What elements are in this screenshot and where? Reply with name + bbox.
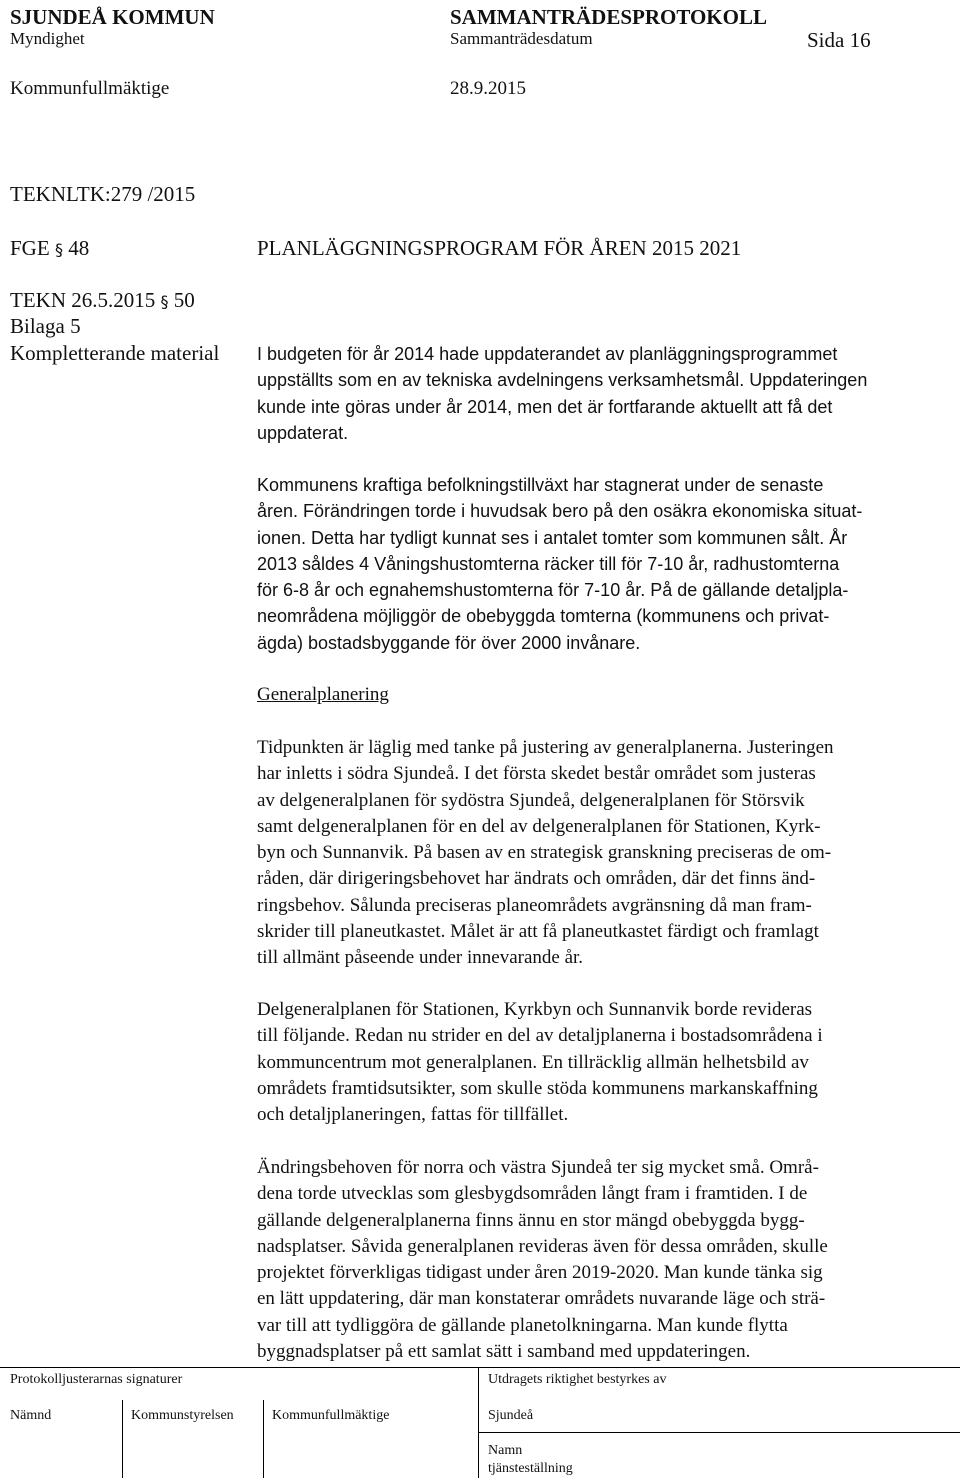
- text-line: Delgeneralplanen för Stationen, Kyrkbyn och Sunnanvik borde revideras: [257, 999, 813, 1020]
- text-line: ionen. Detta har tydligt kunnat ses i antalet tomter som kommunen sålt. År: [257, 527, 848, 548]
- section-sign-icon: §: [160, 292, 169, 311]
- paragraph-timing: [257, 735, 834, 972]
- tk-reference: TEKNLTK:279 /2015: [10, 182, 196, 206]
- text-line: dena torde utvecklas som glesbygdsområden långt fram i framtiden. I de: [257, 1183, 808, 1205]
- fge-number: 48: [68, 236, 90, 260]
- text-line: Kommunens kraftiga befolkningstillväxt har stagnerat under de senaste: [257, 475, 824, 495]
- paragraph-population: [257, 472, 862, 656]
- text-line: Tidpunkten är läglig med tanke på justering av generalplanerna. Justeringen: [257, 737, 834, 758]
- text-line: samt delgeneralplanen för en del av delgeneralplanen för Stationen, Kyrk-: [257, 815, 821, 837]
- tekn-reference: [10, 288, 195, 313]
- paragraph-change-needs: [257, 1155, 828, 1365]
- governing-body: Kommunfullmäktige: [10, 78, 170, 99]
- text-line: har inletts i södra Sjundeå. I det första skedet består området som justeras: [257, 763, 816, 785]
- text-line: skrider till planeutkastet. Målet är att få planeutkastet färdigt och framlagt: [257, 921, 819, 943]
- paragraph-budget: [257, 341, 867, 446]
- text-line: för 6-8 år och egnahemshustomterna för 7-10 år. På de gällande detaljpla-: [257, 580, 849, 601]
- signature-column-nämnd: Nämnd: [10, 1408, 52, 1423]
- text-line: var till att tydliggöra de gällande planetolkningarna. Man kunde flytta: [257, 1314, 788, 1336]
- verification-place: Sjundeå: [488, 1408, 534, 1423]
- document-type: SAMMANTRÄDESPROTOKOLL: [450, 5, 767, 29]
- text-line: råden, där dirigeringsbehovet har ändrats och områden, där det finns änd-: [257, 868, 816, 890]
- footer-divider-1: [122, 1400, 123, 1478]
- tekn-date: TEKN 26.5.2015: [10, 288, 156, 312]
- text-line: 2013 såldes 4 Våningshustomterna räcker till för 7-10 år, radhustomterna: [257, 553, 840, 574]
- agenda-title: PLANLÄGGNINGSPROGRAM FÖR ÅREN 2015 2021: [257, 236, 742, 260]
- footer-divider-center: [478, 1367, 479, 1478]
- footer-divider-2: [263, 1400, 264, 1478]
- footer-right-rule: [478, 1432, 960, 1433]
- text-line: byggnadsplatser på ett samlat sätt i samband med uppdateringen.: [257, 1341, 751, 1363]
- text-line: uppställts som en av tekniska avdelningens verksamhetsmål. Uppdateringen: [257, 370, 868, 391]
- fge-code: FGE: [10, 236, 50, 260]
- section-sign-icon: §: [54, 240, 63, 259]
- signatures-label: Protokolljusterarnas signaturer: [10, 1372, 183, 1387]
- text-line: områdets framtidsutsikter, som skulle stöda kommunens markanskaffning: [257, 1077, 818, 1099]
- text-line: en lätt uppdatering, där man konstaterar områdets nuvarande läge och strä-: [257, 1288, 826, 1310]
- footer-top-rule: [0, 1367, 960, 1368]
- text-line: nadsplatser. Såvida generalplanen revideras även för dessa områden, skulle: [257, 1235, 828, 1257]
- municipality-name: SJUNDEÅ KOMMUN: [10, 5, 215, 29]
- text-line: kunde inte göras under år 2014, men det är fortfarande aktuellt att få det: [257, 396, 833, 417]
- text-line: I budgeten för år 2014 hade uppdaterandet av planläggningsprogrammet: [257, 344, 838, 364]
- text-line: neområdena möjliggör de obebyggda tomterna (kommunens och privat-: [257, 606, 830, 627]
- text-line: projektet förverkligas tidigast under åren 2019-2020. Man kunde tänka sig: [257, 1262, 823, 1284]
- text-line: byn och Sunnanvik. På basen av en strategisk granskning preciseras de om-: [257, 842, 832, 864]
- text-line: och detaljplaneringen, fattas för tillfället.: [257, 1104, 569, 1126]
- text-line: ägda) bostadsbyggande för över 2000 invånare.: [257, 632, 641, 653]
- signature-column-kommunfullmäktige: Kommunfullmäktige: [272, 1408, 390, 1423]
- text-line: gällande delgeneralplanerna finns ännu en stor mängd obebyggda bygg-: [257, 1209, 805, 1231]
- signature-column-kommunstyrelsen: Kommunstyrelsen: [131, 1408, 234, 1423]
- supplement-label: Kompletterande material: [10, 341, 220, 365]
- text-line: åren. Förändringen torde i huvudsak bero på den osäkra ekonomiska situat-: [257, 501, 863, 522]
- page-number: Sida 16: [807, 28, 871, 52]
- text-line: ringsbehov. Sålunda preciseras planeområdets avgränsning då man fram-: [257, 894, 812, 916]
- meeting-date: 28.9.2015: [450, 78, 526, 99]
- text-line: till allmänt påseende under innevarande år.: [257, 947, 584, 969]
- text-line: kommuncentrum mot generalplanen. En tillräcklig allmän helhetsbild av: [257, 1051, 809, 1073]
- attachment-label: Bilaga 5: [10, 314, 81, 338]
- text-line: uppdaterat.: [257, 422, 349, 443]
- authority-label: Myndighet: [10, 29, 85, 48]
- paragraph-station-plan: [257, 997, 823, 1128]
- tekn-number: 50: [173, 288, 195, 312]
- position-label: tjänsteställning: [488, 1461, 573, 1476]
- text-line: Ändringsbehoven för norra och västra Sjundeå ter sig mycket små. Områ-: [257, 1157, 819, 1178]
- meeting-date-label: Sammanträdesdatum: [450, 29, 593, 48]
- name-label: Namn: [488, 1443, 523, 1458]
- fge-reference: [10, 236, 89, 261]
- text-line: av delgeneralplanen för sydöstra Sjundeå, delgeneralplanen för Störsvik: [257, 789, 805, 811]
- text-line: till följande. Redan nu strider en del av detaljplanerna i bostadsområdena i: [257, 1025, 823, 1047]
- extract-verification-label: Utdragets riktighet bestyrkes av: [488, 1372, 667, 1387]
- section-heading-generalplanering: Generalplanering: [257, 684, 389, 705]
